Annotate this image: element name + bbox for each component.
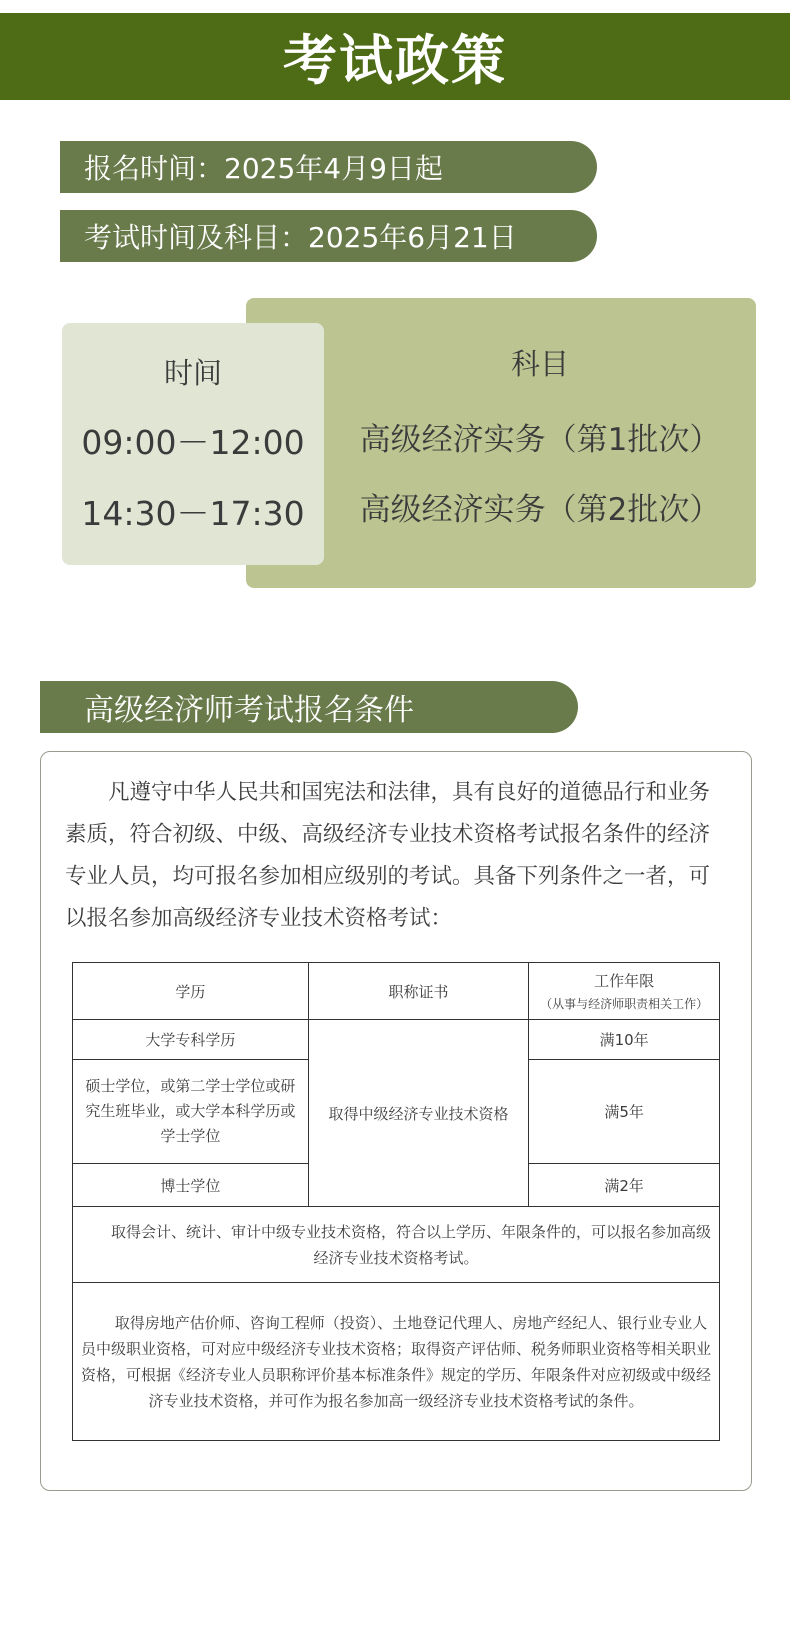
subject-heading: 科目 xyxy=(510,347,569,381)
header-years-note: （从事与经济师职责相关工作） xyxy=(540,997,709,1011)
years-cell: 满2年 xyxy=(529,1164,720,1207)
subject-row-1: 高级经济实务（第1批次） xyxy=(359,422,721,458)
header-certificate: 职称证书 xyxy=(308,963,529,1020)
education-cell: 博士学位 xyxy=(73,1164,309,1207)
conditions-title-banner: 高级经济师考试报名条件 xyxy=(40,681,578,733)
page-header xyxy=(0,13,790,100)
header-years xyxy=(529,963,720,1020)
note-cell: 取得房地产估价师、咨询工程师（投资）、土地登记代理人、房地产经纪人、银行业专业人员中级职业资格，可对应中级经济专业技术资格；取得资产评估师、税务师职业资格等相关职业资格，可根据《经济专业人员职称评价基本标准条件》规定的学历、年限条件对应初级或中级经济专业技术资格，并可作为报名参加高一级经济专业技术资格考试的条件。 xyxy=(73,1283,720,1441)
requirements-table xyxy=(72,962,720,1441)
header-education: 学历 xyxy=(73,963,309,1020)
exam-time-banner: 考试时间及科目：2025年6月21日 xyxy=(60,210,597,262)
years-cell: 满10年 xyxy=(529,1020,720,1060)
note-cell: 取得会计、统计、审计中级专业技术资格，符合以上学历、年限条件的，可以报名参加高级经济专业技术资格考试。 xyxy=(73,1207,720,1283)
table-note-row xyxy=(73,1207,720,1283)
years-cell: 满5年 xyxy=(529,1060,720,1164)
education-cell: 硕士学位，或第二学士学位或研究生班毕业，或大学本科学历或学士学位 xyxy=(73,1060,309,1164)
time-row-1: 09:00－12:00 xyxy=(81,423,305,462)
certificate-cell: 取得中级经济专业技术资格 xyxy=(308,1020,529,1207)
conditions-box xyxy=(40,751,752,1491)
education-cell: 大学专科学历 xyxy=(73,1020,309,1060)
time-heading: 时间 xyxy=(163,356,222,390)
header-years-label: 工作年限 xyxy=(594,972,655,990)
subject-row-2: 高级经济实务（第2批次） xyxy=(359,492,721,528)
page-title: 考试政策 xyxy=(283,29,507,92)
table-note-row xyxy=(73,1283,720,1441)
conditions-intro: 凡遵守中华人民共和国宪法和法律，具有良好的道德品行和业务素质，符合初级、中级、高级经济专业技术资格考试报名条件的经济专业人员，均可报名参加相应级别的考试。具备下列条件之一者，可以报名参加高级经济专业技术资格考试： xyxy=(65,780,711,931)
time-row-2: 14:30－17:30 xyxy=(81,494,305,533)
registration-time-banner: 报名时间：2025年4月9日起 xyxy=(60,141,597,193)
time-card xyxy=(62,323,324,565)
table-row xyxy=(73,1020,720,1060)
table-header-row xyxy=(73,963,720,1020)
